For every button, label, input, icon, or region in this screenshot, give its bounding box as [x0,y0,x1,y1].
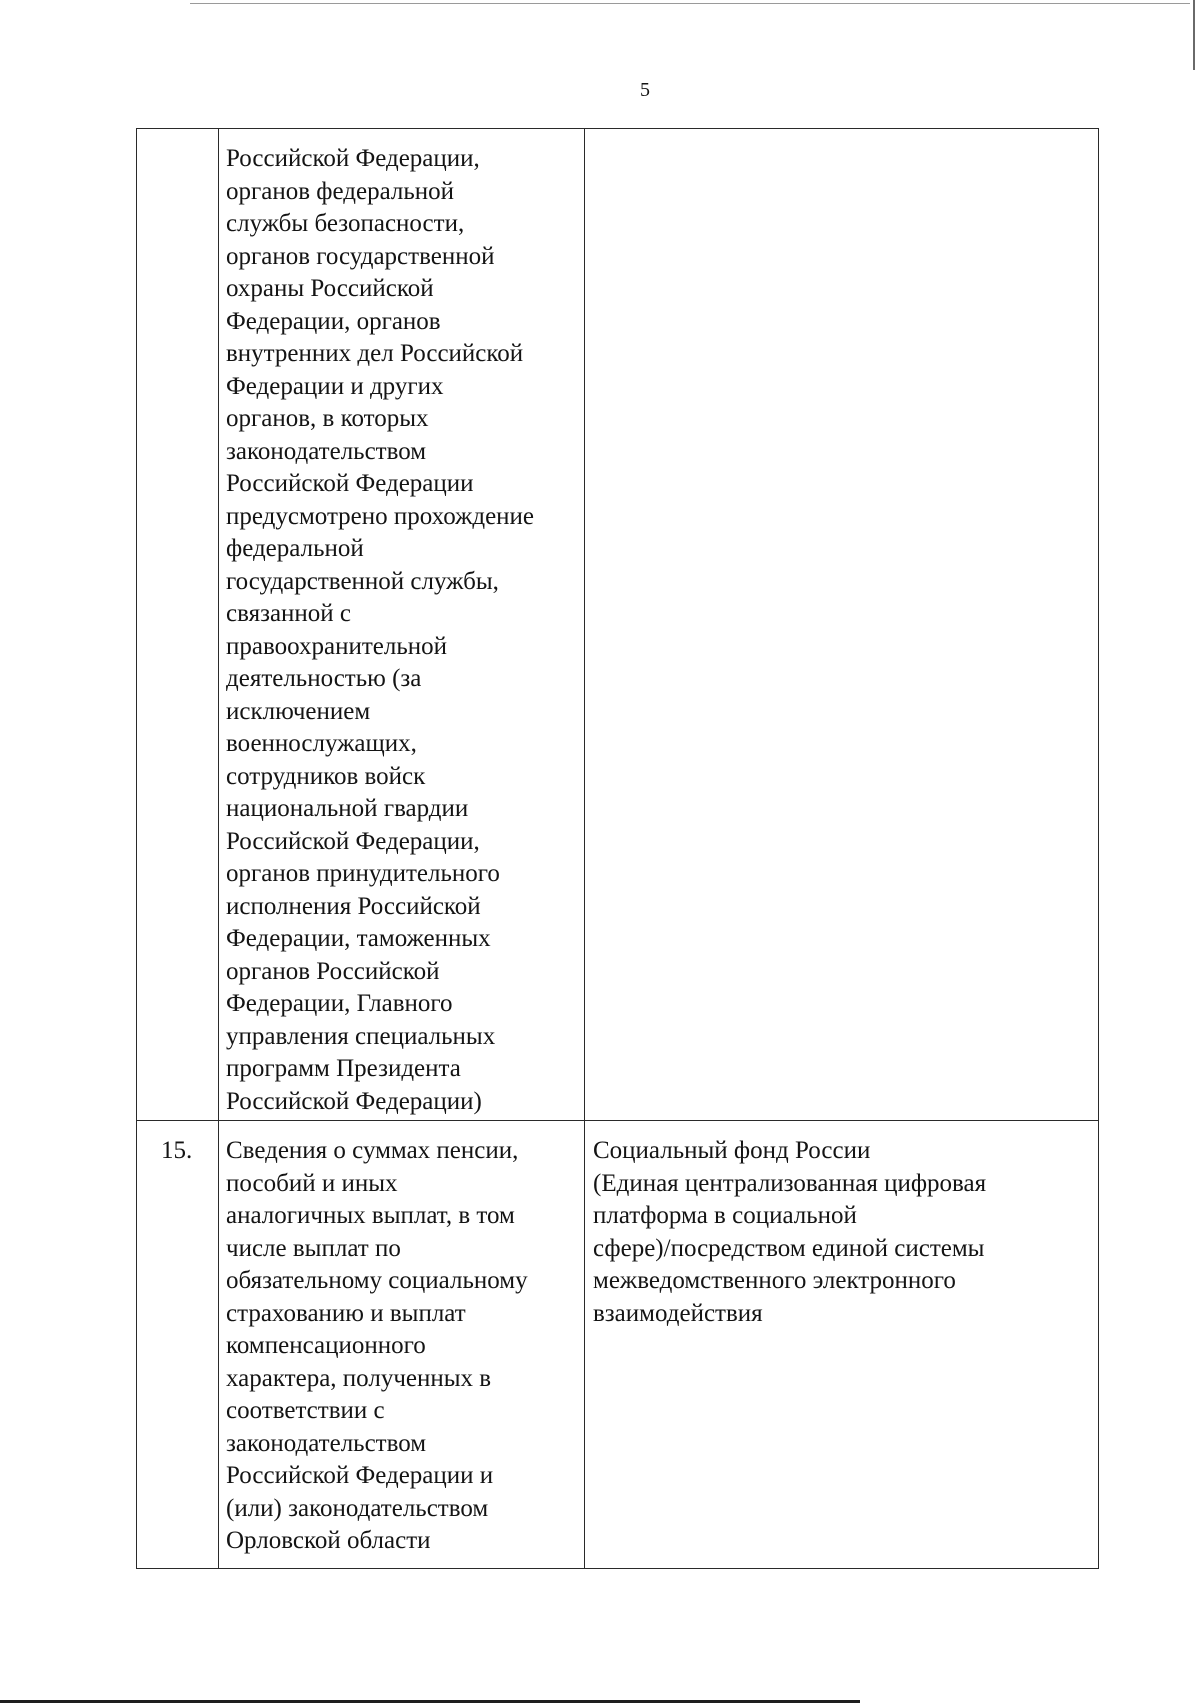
source-cell [585,1121,1099,1569]
row-number-cell [137,129,219,1121]
scan-edge-bottom [0,1700,860,1703]
scan-edge-right [1193,0,1195,70]
scan-edge-top [190,3,1190,4]
information-text: Сведения о суммах пенсии, пособий и иных аналогичных выплат, в том числе выплат по обязательному социальному страхованию и выплат компенсационного характера, полученных в соответствии с законодательством Российской Федерации и (или) законодательством Орловской области [226,1137,528,1554]
document-table [136,128,1099,1569]
source-text: Социальный фонд России (Единая централизованная цифровая платформа в социальной сфере)/посредством единой системы межведомственного электронного взаимодействия [593,1137,987,1327]
table-row [137,129,1099,1121]
information-cell [219,129,585,1121]
page-number: 5 [640,79,650,101]
source-cell [585,129,1099,1121]
row-number: 15. [161,1137,193,1164]
row-number-cell [137,1121,219,1569]
row-number [137,129,218,143]
information-cell [219,1121,585,1569]
source-text [585,129,1098,143]
information-text: Российской Федерации, органов федеральной службы безопасности, органов государственной охраны Российской Федерации, органов внутренних дел Российской Федерации и других органов, в которых законодательством Российской Федерации предусмотрено прохождение федеральной государственной службы, связанной с правоохранительной деятельностью (за исключением военнослужащих, сотрудников войск национальной гвардии Российской Федерации, органов принудительного исполнения Российской Федерации, таможенных органов Российской Федерации, Главного управления специальных программ Президента Российской Федерации) [226,145,535,1115]
table-row [137,1121,1099,1569]
